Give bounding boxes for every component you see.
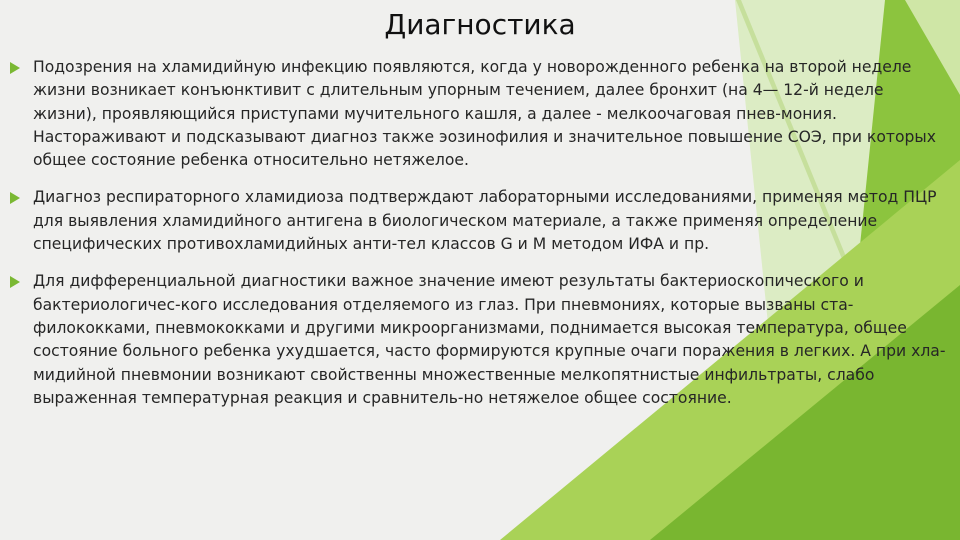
bullet-item-1 <box>10 56 950 172</box>
triangle-bullet-icon <box>10 62 20 74</box>
bullet-list <box>10 56 950 424</box>
slide-title: Диагностика <box>384 8 576 41</box>
triangle-bullet-icon <box>10 192 20 204</box>
bullet-item-3 <box>10 270 950 410</box>
bullet-text-3: Для дифференциальной диагностики важное значение имеют результаты бактериоскопического и бактериологичес-кого исследования отделяемого из глаз. При пневмониях, которые вызваны ста-филококками, пневмококками и другими микроорганизмами, поднимается высокая температура, общее состояние больного ребенка ухудшается, часто формируются крупные очаги поражения в легких. А при хла-мидийной пневмонии возникают свойственны множественные мелкопятнистые инфильтраты, слабо выраженная температурная реакция и сравнитель-но нетяжелое общее состояние. <box>33 272 946 407</box>
bullet-item-2 <box>10 186 950 256</box>
bullet-text-2: Диагноз респираторного хламидиоза подтверждают лабораторными исследованиями, применяя метод ПЦР для выявления хламидийного антигена в биологическом материале, а также применяя определение специфических противохламидийных анти-тел классов G и M методом ИФА и пр. <box>33 188 937 254</box>
triangle-bullet-icon <box>10 276 20 288</box>
bullet-text-1: Подозрения на хламидийную инфекцию появляются, когда у новорожденного ребенка на второй неделе жизни возникает конъюнктивит с длительным упорным течением, далее бронхит (на 4— 12-й неделе жизни), проявляющийся приступами мучительного кашля, а далее - мелкоочаговая пнев-мония. Настораживают и подсказывают диагноз также эозинофилия и значительное повышение СОЭ, при которых общее состояние ребенка относительно нетяжелое. <box>33 58 936 170</box>
